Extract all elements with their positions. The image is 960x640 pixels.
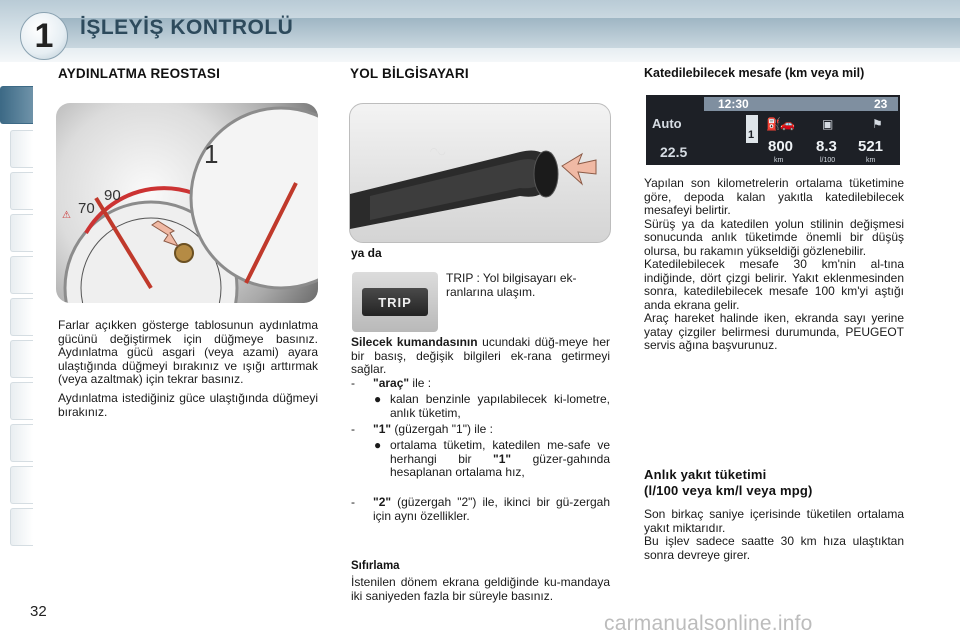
trip-button[interactable]: TRIP	[362, 288, 428, 316]
range-paragraph: Yapılan son kilometrelerin ortalama tüketimine göre, depoda kalan yakıtla katedilebilecek mesafeyi belirtir. Sürüş ya da katedilen yolun stilinin değişmesi sonucunda anlık tüketimde önemli bir düşüş olursa, bu rakamın yükseldiği gözlenebilir. Katedilebilecek mesafe 30 km'nin al-tına indiğinde, dört çizgi belirir. Yakıt eklenmesinden sonra, katedilebilecek mesafe 100 km'yi aştığı anda ekrana gelir. Araç hareket halinde iken, ekranda sayı yerine yatay çizgiler belirmesi durumunda, PEUGEOT servis ağına başvurunuz.	[644, 176, 904, 352]
arrow-pointer-icon	[562, 154, 596, 184]
dimmer-gauge-image	[56, 103, 318, 303]
list-item: - "2" (güzergah "2") ile, ikinci bir gü-zergah için aynı özellikler.	[351, 495, 610, 523]
list-subitem: ● ortalama tüketim, katedilen me-safe ve herhangi bir "1" güzer-gahında hesaplanan ortalama hız,	[374, 438, 610, 479]
chapter-tabs	[0, 68, 32, 578]
display-trip-number: 1	[748, 129, 755, 141]
watermark: carmanualsonline.info	[604, 612, 813, 635]
page-title: İŞLEYİŞ KONTROLÜ	[80, 16, 294, 39]
display-auto: Auto	[652, 116, 682, 131]
chapter-tab[interactable]	[10, 256, 33, 294]
wiper-stalk-image	[349, 103, 611, 243]
reset-paragraph: İstenilen dönem ekrana geldiğinde ku-mandaya iki saniyeden fazla bir süreyle basınız.	[351, 575, 610, 603]
chapter-tab[interactable]	[10, 424, 33, 462]
dimmer-button	[175, 244, 193, 262]
finish-flag-icon: ⚑	[872, 117, 883, 131]
section-heading-instant-consumption: Anlık yakıt tüketimi (l/100 veya km/l veya mpg)	[644, 467, 813, 498]
fuel-can-icon: ▣	[822, 117, 834, 131]
gauge-tick-label: 70	[78, 200, 95, 217]
gauge-tick-label: 90	[104, 187, 121, 204]
list-item: - "1" (güzergah "1") ile :	[351, 422, 493, 436]
chapter-tab[interactable]	[10, 466, 33, 504]
display-unit: l/100	[820, 157, 836, 164]
page-number: 32	[30, 603, 47, 620]
trip-description: TRIP : Yol bilgisayarı ek-ranlarına ulaşım.	[446, 271, 577, 299]
chapter-tab[interactable]	[10, 508, 33, 546]
section-heading-dimmer: AYDINLATMA REOSTASI	[58, 66, 221, 81]
chapter-tab[interactable]	[10, 382, 33, 420]
car-icon: 🚗	[780, 117, 795, 131]
chapter-tab[interactable]	[10, 214, 33, 252]
dimmer-paragraph-2: Aydınlatma istediğiniz güce ulaştığında düğmeyi bırakınız.	[58, 391, 318, 419]
wiper-symbol-icon: ◠◡	[430, 146, 446, 156]
instrument-cluster-illustration	[56, 103, 318, 303]
display-temp-set: 22.5	[660, 144, 688, 160]
instant-consumption-paragraph: Son birkaç saniye içerisinde tüketilen ortalama yakıt miktarıdır. Bu işlev sadece saatte 30 km hıza ulaştıktan sonra devreye girer.	[644, 507, 904, 562]
dimmer-paragraph: Farlar açıkken gösterge tablosunun aydınlatma gücünü değiştirmek için düğmeye basınız. Aydınlatma gücü asgari (veya azami) ayara ulaştığında düğmeyi bırakınız ve ışığı arttırmak (veya azaltmak) için tekrar basınız.	[58, 318, 318, 386]
reset-heading: Sıfırlama	[351, 560, 400, 572]
chapter-tab[interactable]	[10, 172, 33, 210]
display-unit: km	[774, 157, 784, 164]
chapter-tab[interactable]	[10, 298, 33, 336]
section-heading-range: Katedilebilecek mesafe (km veya mil)	[644, 66, 865, 80]
display-unit: km	[866, 157, 876, 164]
chapter-tab[interactable]	[10, 340, 33, 378]
section-heading-trip-computer: YOL BİLGİSAYARI	[350, 66, 469, 81]
fuel-pump-icon: ⛽	[766, 117, 781, 131]
wiper-stalk-illustration	[350, 104, 610, 242]
chapter-number-badge: 1	[20, 12, 68, 60]
chapter-tab[interactable]	[10, 130, 33, 168]
stalk-intro-paragraph: Silecek kumandasının ucundaki düğ-meye her bir basış, değişik bilgileri ek-rana getirmeyi sağlar.	[351, 335, 610, 376]
gauge-tick-label: 1	[204, 139, 219, 169]
list-subitem: ● kalan benzinle yapılabilecek ki-lometre, anlık tüketim,	[374, 392, 610, 420]
or-label: ya da	[351, 246, 382, 260]
chapter-tab-active[interactable]	[0, 86, 33, 124]
display-clock: 12:30	[718, 97, 749, 111]
display-value-consumption: 8.3	[816, 138, 837, 155]
display-temperature: 23	[874, 97, 888, 111]
warning-light-icon: ⚠	[62, 210, 71, 221]
display-value-range: 800	[768, 138, 794, 155]
display-value-distance: 521	[858, 138, 884, 155]
list-item: - "araç" ile :	[351, 376, 432, 390]
trip-button-image	[352, 272, 438, 332]
display-screen	[646, 95, 900, 165]
multifunction-display	[646, 95, 900, 165]
